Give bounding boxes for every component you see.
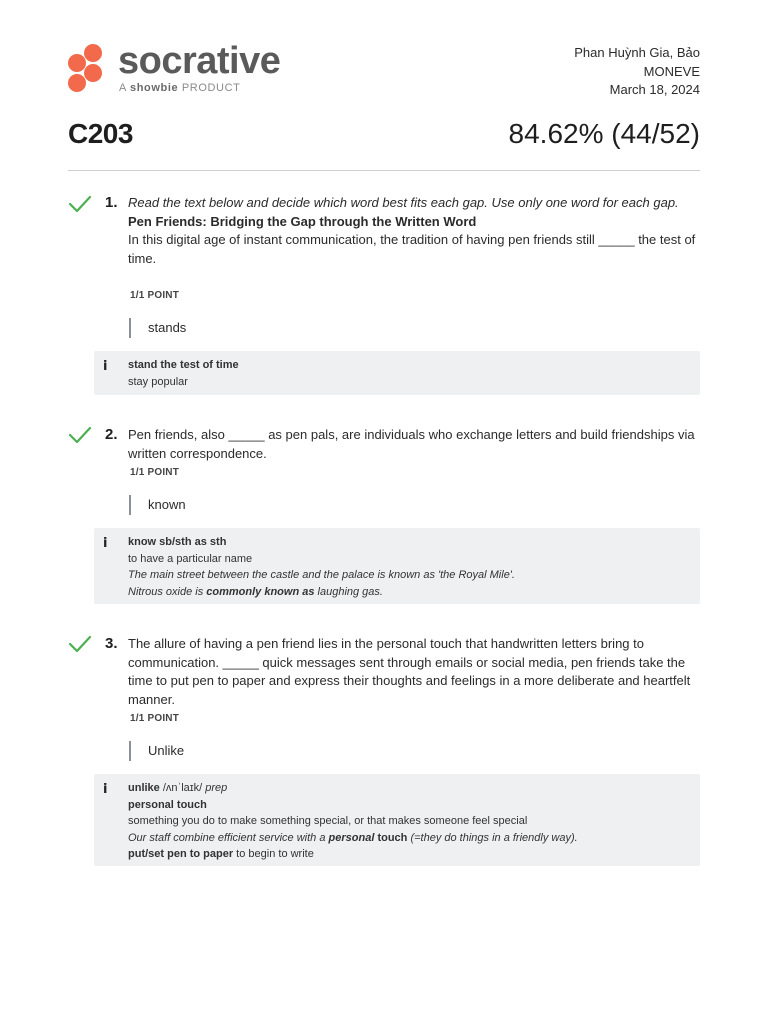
socrative-logo <box>66 42 326 98</box>
explanation-example: Nitrous oxide is commonly known as laughing gas. <box>128 585 383 598</box>
explanation-example: Our staff combine efficient service with a personal touch (=they do things in a friendly way). <box>128 831 578 844</box>
explanation-definition: something you do to make something special, or that makes someone feel special <box>128 815 528 827</box>
logo-hexagon-icon <box>68 74 86 92</box>
student-class: MONEVE <box>643 63 700 79</box>
question-text <box>128 194 698 268</box>
explanation-body <box>128 357 688 390</box>
explanation-definition: stay popular <box>128 375 188 388</box>
logo-hexagon-icon <box>68 54 86 72</box>
student-info <box>574 44 700 100</box>
info-icon: i <box>103 782 108 797</box>
info-icon: i <box>103 536 108 551</box>
question-points: 1/1 POINT <box>130 713 180 724</box>
report-date: March 18, 2024 <box>609 82 700 97</box>
explanation-term: personal touch <box>128 798 207 811</box>
question-body: Pen friends, also _____ as pen pals, are individuals who exchange letters and build friendships via written correspondence. <box>128 427 695 461</box>
question-subtitle: Pen Friends: Bridging the Gap through the Written Word <box>128 213 477 229</box>
question-text <box>128 635 698 709</box>
quiz-title: C203 <box>68 118 133 149</box>
check-icon <box>68 635 92 653</box>
check-icon <box>68 195 92 213</box>
question-body: In this digital age of instant communication, the tradition of having pen friends still _____ the test of time. <box>128 232 696 266</box>
question-number: 1. <box>105 194 118 211</box>
explanation-box <box>94 528 700 604</box>
question-points: 1/1 POINT <box>130 290 180 301</box>
quiz-score: 84.62% (44/52) <box>508 118 700 149</box>
brand-wordmark: socrative <box>118 40 281 82</box>
explanation-box <box>94 351 700 395</box>
question-prompt: Read the text below and decide which word best fits each gap. Use only one word for each gap. <box>128 195 679 210</box>
student-answer: stands <box>129 318 186 338</box>
header-divider <box>68 170 700 171</box>
explanation-body <box>128 780 688 863</box>
explanation-term: stand the test of time <box>128 359 239 371</box>
explanation-definition: to have a particular name <box>128 552 253 565</box>
student-answer: known <box>129 495 186 515</box>
explanation-box <box>94 774 700 866</box>
explanation-phrase: put/set pen to paper to begin to write <box>128 848 314 860</box>
question-points: 1/1 POINT <box>130 467 180 478</box>
question-number: 2. <box>105 426 118 443</box>
question-text <box>128 426 698 463</box>
brand-tagline: A showbie PRODUCT <box>119 82 241 94</box>
question-body: The allure of having a pen friend lies in the personal touch that handwritten letters bring to communication. _____ quick messages sent through emails or social media, pen friends take the time to put pen to paper and express their thoughts and feelings in a more deliberate and heartfelt manner. <box>128 636 691 707</box>
question-number: 3. <box>105 635 118 652</box>
check-icon <box>68 426 92 444</box>
logo-hexagon-icon <box>84 44 102 62</box>
student-name: Phan Huỳnh Gia, Bảo <box>574 45 700 60</box>
info-icon: i <box>103 359 108 374</box>
explanation-term: know sb/sth as sth <box>128 536 227 548</box>
explanation-body <box>128 534 688 600</box>
logo-hexagon-icon <box>84 64 102 82</box>
student-answer: Unlike <box>129 741 184 761</box>
explanation-example: The main street between the castle and the palace is known as 'the Royal Mile'. <box>128 569 515 581</box>
explanation-headword: unlike /ʌnˈlaɪk/ prep <box>128 782 228 794</box>
